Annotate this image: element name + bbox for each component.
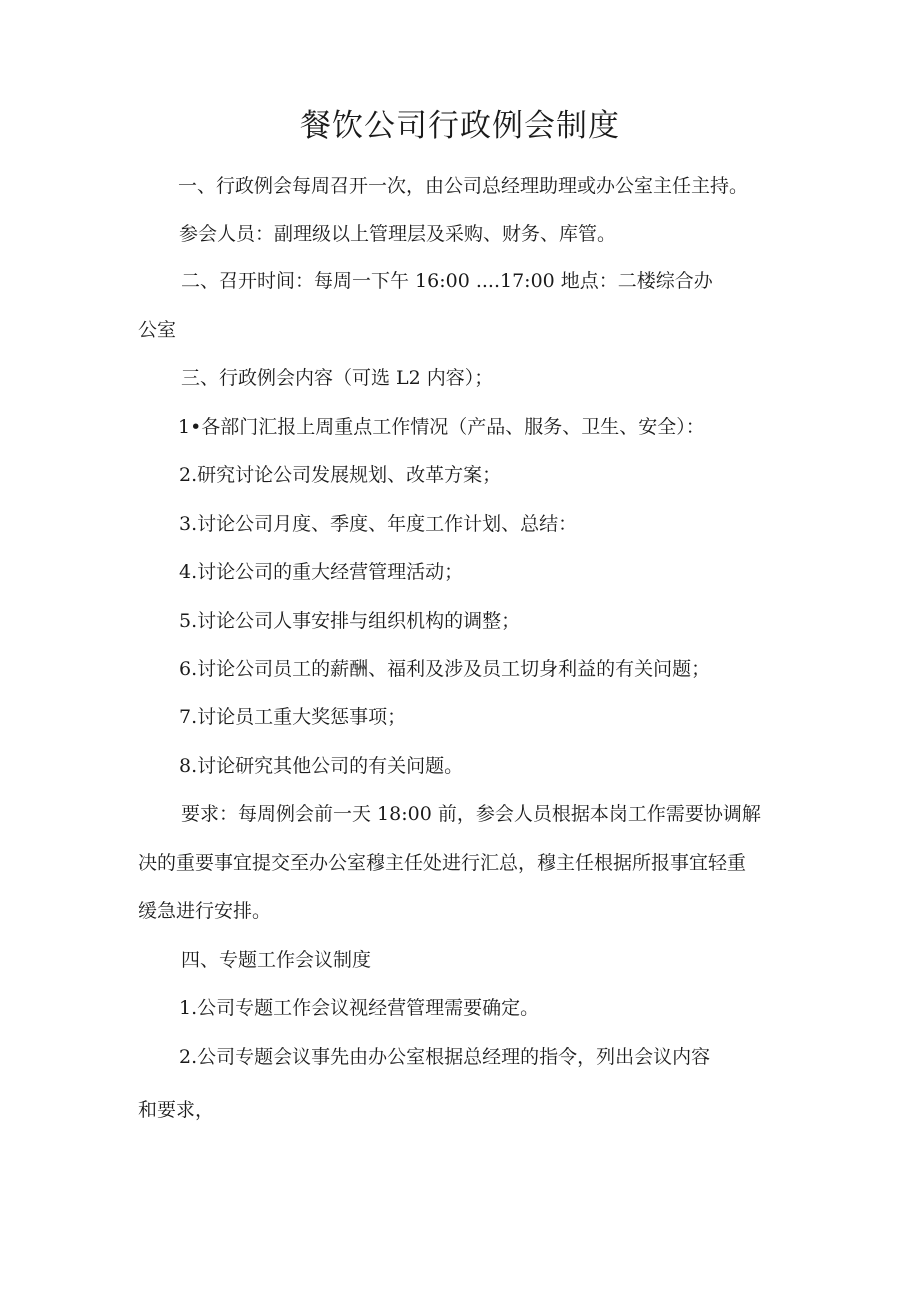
document-title: 餐饮公司行政例会制度 <box>300 108 620 144</box>
paragraph-line: 和要求， <box>138 1099 215 1121</box>
list-item: 8.讨论研究其他公司的有关问题。 <box>179 755 464 777</box>
paragraph-line: 公室 <box>138 319 177 341</box>
list-item: 5.讨论公司人事安排与组织机构的调整； <box>179 610 521 632</box>
paragraph-line: 缓急进行安排。 <box>138 900 272 922</box>
paragraph-line: 三、行政例会内容（可选 L2 内容）； <box>181 367 494 389</box>
list-item: 2.研究讨论公司发展规划、改革方案； <box>179 464 502 486</box>
paragraph-line: 二、召开时间：每周一下午 16:00 ....17:00 地点：二楼综合办 <box>181 270 713 292</box>
list-item: 1•各部门汇报上周重点工作情况（产品、服务、卫生、安全）： <box>178 416 705 438</box>
list-item: 1.公司专题工作会议视经营管理需要确定。 <box>179 997 540 1019</box>
list-item: 4.讨论公司的重大经营管理活动； <box>179 561 464 583</box>
paragraph-line: 要求：每周例会前一天 18:00 前，参会人员根据本岗工作需要协调解 <box>181 803 761 825</box>
section-heading: 四、专题工作会议制度 <box>181 949 372 971</box>
list-item: 3.讨论公司月度、季度、年度工作计划、总结： <box>179 513 578 535</box>
list-item: 7.讨论员工重大奖惩事项； <box>179 706 407 728</box>
paragraph-line: 参会人员：副理级以上管理层及采购、财务、库管。 <box>179 223 617 245</box>
paragraph-line: 一、行政例会每周召开一次，由公司总经理助理或办公室主任主持。 <box>178 175 749 197</box>
list-item: 6.讨论公司员工的薪酬、福利及涉及员工切身利益的有关问题； <box>179 658 711 680</box>
paragraph-line: 决的重要事宜提交至办公室穆主任处进行汇总，穆主任根据所报事宜轻重 <box>138 852 747 874</box>
list-item: 2.公司专题会议事先由办公室根据总经理的指令，列出会议内容 <box>179 1046 711 1068</box>
